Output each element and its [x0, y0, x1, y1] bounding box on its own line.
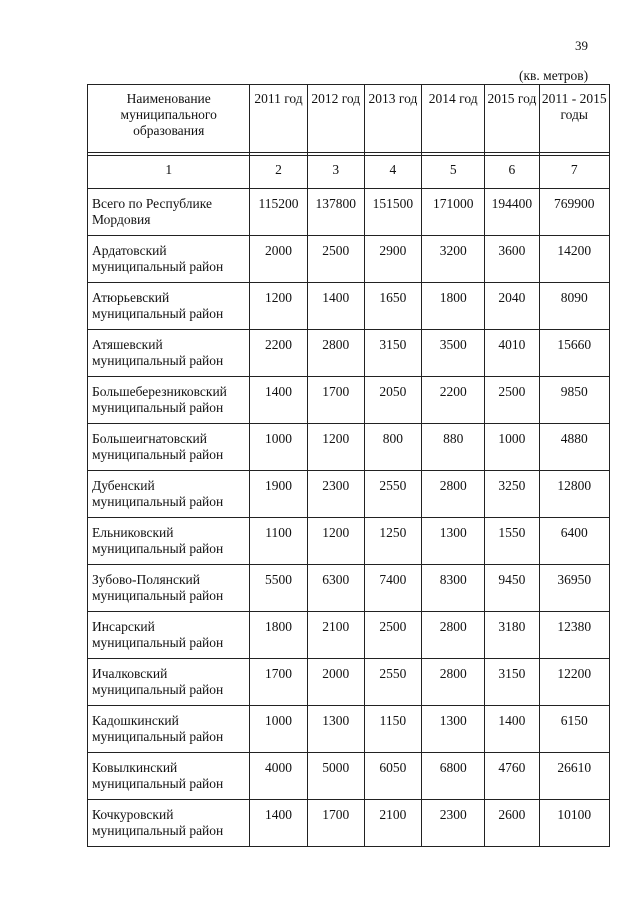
- year-value-cell: 4760: [485, 753, 539, 800]
- year-value-cell: 1650: [364, 283, 421, 330]
- municipality-name-cell: Ельниковский муниципальный район: [88, 518, 250, 565]
- year-value-cell: 1200: [307, 518, 364, 565]
- year-value-cell: 1700: [250, 659, 307, 706]
- year-value-cell: 1400: [307, 283, 364, 330]
- table-row: [88, 706, 610, 753]
- year-value-cell: 2800: [422, 471, 485, 518]
- year-value-cell: 1100: [250, 518, 307, 565]
- table-row: [88, 471, 610, 518]
- year-value-cell: 5500: [250, 565, 307, 612]
- year-value-cell: 6300: [307, 565, 364, 612]
- municipality-name-cell: Кадошкинский муниципальный район: [88, 706, 250, 753]
- year-value-cell: 880: [422, 424, 485, 471]
- year-value-cell: 2550: [364, 659, 421, 706]
- total-value-cell: 10100: [539, 800, 610, 847]
- table-row: [88, 753, 610, 800]
- year-value-cell: 1000: [250, 424, 307, 471]
- year-value-cell: 2500: [485, 377, 539, 424]
- total-value-cell: 12200: [539, 659, 610, 706]
- municipality-name-cell: Кочкуровский муниципальный район: [88, 800, 250, 847]
- table-row: [88, 330, 610, 377]
- table-header-row: [88, 85, 610, 153]
- total-value-cell: 14200: [539, 236, 610, 283]
- year-value-cell: 1000: [485, 424, 539, 471]
- table-row: [88, 565, 610, 612]
- total-value-cell: 15660: [539, 330, 610, 377]
- year-value-cell: 2600: [485, 800, 539, 847]
- year-value-cell: 1250: [364, 518, 421, 565]
- year-value-cell: 3250: [485, 471, 539, 518]
- year-value-cell: 3150: [364, 330, 421, 377]
- municipality-name-cell: Большеигнатовский муниципальный район: [88, 424, 250, 471]
- column-number-cell: 4: [364, 156, 421, 189]
- table-row: [88, 377, 610, 424]
- table-row: [88, 612, 610, 659]
- year-value-cell: 800: [364, 424, 421, 471]
- year-value-cell: 1400: [250, 800, 307, 847]
- year-value-cell: 1000: [250, 706, 307, 753]
- year-value-cell: 2100: [364, 800, 421, 847]
- year-value-cell: 171000: [422, 189, 485, 236]
- total-value-cell: 9850: [539, 377, 610, 424]
- column-number-row: [88, 156, 610, 189]
- year-value-cell: 1300: [307, 706, 364, 753]
- year-value-cell: 2200: [422, 377, 485, 424]
- header-column-1: 2011 год: [250, 85, 307, 153]
- year-value-cell: 137800: [307, 189, 364, 236]
- year-value-cell: 2040: [485, 283, 539, 330]
- total-value-cell: 4880: [539, 424, 610, 471]
- header-column-6: 2011 - 2015 годы: [539, 85, 610, 153]
- column-number-cell: 2: [250, 156, 307, 189]
- year-value-cell: 1300: [422, 706, 485, 753]
- year-value-cell: 2100: [307, 612, 364, 659]
- column-number-cell: 3: [307, 156, 364, 189]
- year-value-cell: 3180: [485, 612, 539, 659]
- total-value-cell: 8090: [539, 283, 610, 330]
- municipality-name-cell: Всего по Республике Мордовия: [88, 189, 250, 236]
- year-value-cell: 2500: [364, 612, 421, 659]
- year-value-cell: 5000: [307, 753, 364, 800]
- table-row: [88, 800, 610, 847]
- year-value-cell: 4010: [485, 330, 539, 377]
- total-value-cell: 6150: [539, 706, 610, 753]
- year-value-cell: 6800: [422, 753, 485, 800]
- header-column-2: 2012 год: [307, 85, 364, 153]
- municipality-name-cell: Инсарский муниципальный район: [88, 612, 250, 659]
- year-value-cell: 7400: [364, 565, 421, 612]
- year-value-cell: 1800: [422, 283, 485, 330]
- table-row: [88, 424, 610, 471]
- year-value-cell: 151500: [364, 189, 421, 236]
- year-value-cell: 2200: [250, 330, 307, 377]
- year-value-cell: 2550: [364, 471, 421, 518]
- table-row-total: [88, 189, 610, 236]
- year-value-cell: 2500: [307, 236, 364, 283]
- year-value-cell: 2300: [307, 471, 364, 518]
- year-value-cell: 9450: [485, 565, 539, 612]
- municipality-name-cell: Большеберезниковский муниципальный район: [88, 377, 250, 424]
- year-value-cell: 8300: [422, 565, 485, 612]
- year-value-cell: 1550: [485, 518, 539, 565]
- year-value-cell: 3600: [485, 236, 539, 283]
- year-value-cell: 4000: [250, 753, 307, 800]
- units-label: (кв. метров): [519, 68, 589, 83]
- year-value-cell: 2050: [364, 377, 421, 424]
- year-value-cell: 1400: [485, 706, 539, 753]
- year-value-cell: 2800: [422, 659, 485, 706]
- year-value-cell: 1400: [250, 377, 307, 424]
- year-value-cell: 194400: [485, 189, 539, 236]
- total-value-cell: 12380: [539, 612, 610, 659]
- page-number: 39: [575, 38, 588, 53]
- total-value-cell: 769900: [539, 189, 610, 236]
- header-column-3: 2013 год: [364, 85, 421, 153]
- year-value-cell: 2800: [307, 330, 364, 377]
- municipality-name-cell: Атяшевский муниципальный район: [88, 330, 250, 377]
- municipality-name-cell: Ардатовский муниципальный район: [88, 236, 250, 283]
- year-value-cell: 1200: [307, 424, 364, 471]
- table-row: [88, 659, 610, 706]
- municipality-name-cell: Ичалковский муниципальный район: [88, 659, 250, 706]
- column-number-cell: 6: [485, 156, 539, 189]
- year-value-cell: 1150: [364, 706, 421, 753]
- year-value-cell: 2000: [250, 236, 307, 283]
- year-value-cell: 3500: [422, 330, 485, 377]
- year-value-cell: 2800: [422, 612, 485, 659]
- year-value-cell: 1700: [307, 800, 364, 847]
- housing-table: [87, 84, 610, 847]
- header-name-column: Наименование муниципального образования: [88, 85, 250, 153]
- municipality-name-cell: Зубово-Полянский муниципальный район: [88, 565, 250, 612]
- year-value-cell: 1900: [250, 471, 307, 518]
- total-value-cell: 36950: [539, 565, 610, 612]
- year-value-cell: 115200: [250, 189, 307, 236]
- year-value-cell: 1300: [422, 518, 485, 565]
- year-value-cell: 2000: [307, 659, 364, 706]
- table-row: [88, 283, 610, 330]
- column-number-cell: 5: [422, 156, 485, 189]
- header-column-4: 2014 год: [422, 85, 485, 153]
- municipality-name-cell: Дубенский муниципальный район: [88, 471, 250, 518]
- year-value-cell: 1700: [307, 377, 364, 424]
- column-number-cell: 1: [88, 156, 250, 189]
- header-column-5: 2015 год: [485, 85, 539, 153]
- year-value-cell: 2300: [422, 800, 485, 847]
- total-value-cell: 12800: [539, 471, 610, 518]
- year-value-cell: 3200: [422, 236, 485, 283]
- year-value-cell: 6050: [364, 753, 421, 800]
- municipality-name-cell: Атюрьевский муниципальный район: [88, 283, 250, 330]
- total-value-cell: 26610: [539, 753, 610, 800]
- total-value-cell: 6400: [539, 518, 610, 565]
- year-value-cell: 2900: [364, 236, 421, 283]
- year-value-cell: 1800: [250, 612, 307, 659]
- column-number-cell: 7: [539, 156, 610, 189]
- year-value-cell: 3150: [485, 659, 539, 706]
- table-row: [88, 518, 610, 565]
- municipality-name-cell: Ковылкинский муниципальный район: [88, 753, 250, 800]
- table-row: [88, 236, 610, 283]
- year-value-cell: 1200: [250, 283, 307, 330]
